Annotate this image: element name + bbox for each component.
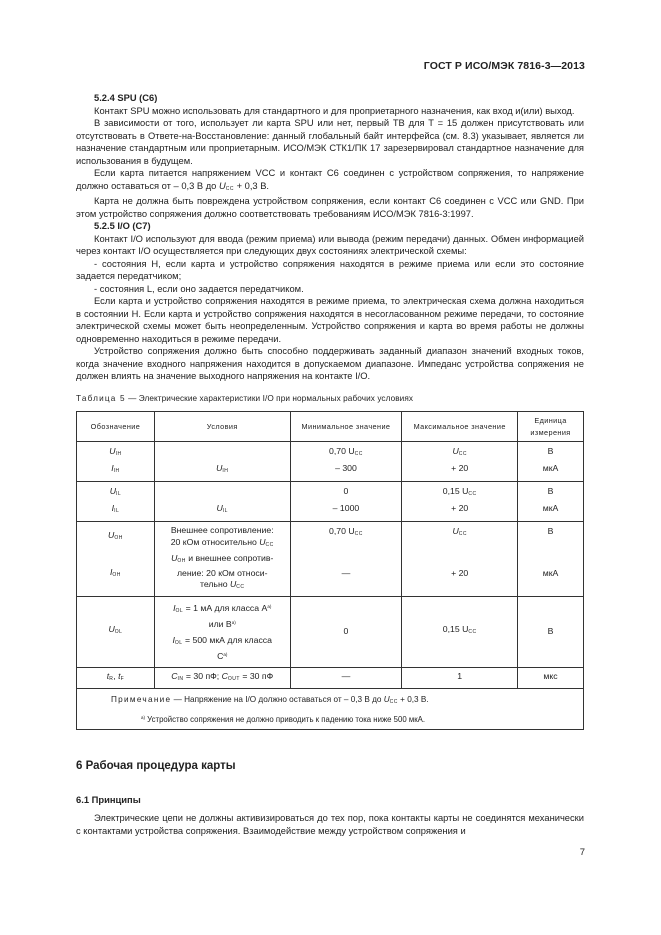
paragraph: Если карта и устройство сопряжения находятся в режиме приема, то электрическая схема должна находиться в состоянии Н. Если карта и устройство сопряжения находятся в несогласованном режиме передачи, то состояние электрической схемы может быть неопределенным. Устройство сопряжения и карта во время работы не должны одновременно находиться в режиме передачи.: [76, 296, 584, 344]
table-footnote: $^{a)}$ Устройство сопряжения не должно приводить к падению тока ниже 500 мкА.: [141, 714, 425, 724]
table-row: $U_{OL}$ $I_{OL} = 1$ мА для класса $A^{a)}$ или $B^{a)}$ $I_{OL} = 500$ мкА для класса $C^{a)}$ 0 0,15 $U_{CC}$ В: [77, 596, 584, 667]
paragraph: Электрические цепи не должны активизироваться до тех пор, пока контакты карты не соединятся механически с контактами устройства сопряжения. Взаимодействие между устройством сопряжения и: [76, 813, 584, 836]
table-row: $I_{IH}$ $U_{IH}$ – 300 + 20 мкА: [77, 462, 584, 482]
column-header: Обозначение: [77, 412, 155, 442]
paragraph: Контакт SPU можно использовать для стандартного и для проприетарного назначения, как вход и(или) выход.: [94, 105, 575, 116]
table-note: Примечание — Напряжение на I/O должно оставаться от – 0,3 В до $U_{CC} + 0,3$ В. $^{a)}$ Устройство сопряжения не должно приводить к падению тока ниже 500 мкА.: [77, 689, 584, 730]
table-row: $U_{OH}$ Внешнее сопротивление: 20 кОм относительно $U_{CC}$ 0,70 $U_{CC}$ $U_{CC}$ В: [77, 522, 584, 553]
list-item: - состояния Н, если карта и устройство сопряжения находятся в режиме приема или если это состояние задается передатчиком;: [76, 258, 584, 281]
running-header: ГОСТ Р ИСО/МЭК 7816-3—2013: [423, 60, 585, 72]
list-item: - состояния L, если оно задается передатчиком.: [94, 283, 304, 294]
table-header-row: [77, 412, 584, 442]
paragraph: Карта не должна быть повреждена устройством сопряжения, если контакт C6 соединен с VCC или GND. При этом устройство сопряжения должно соответствовать требованиям ИСО/МЭК 7816-3:1997.: [76, 196, 584, 219]
column-header: Условия: [154, 412, 290, 442]
table-row: $I_{OH}$ $U_{OH}$ и внешнее сопротив- ление: 20 кОм относи- тельно $U_{CC}$ — + 20 мкА: [77, 552, 584, 596]
paragraph: Устройство сопряжения должно быть способно поддерживать заданный диапазон значений входных токов, когда значение входного напряжения находится в допускаемом диапазоне. Импеданс устройства сопряжения не должен влиять на значение выходного напряжения на контакте I/O.: [76, 346, 584, 381]
section-6-1-title: 6.1 Принципы: [76, 794, 141, 805]
table-note-row: [77, 689, 584, 730]
page-number: 7: [579, 847, 585, 858]
paragraph: В зависимости от того, использует ли карта SPU или нет, первый ТВ для T = 15 должен присутствовать или отсутствовать в Ответе-на-Восстановление: данный глобальный байт интерфейса (см. 8.3) указывает, является ли назначение стандартным или проприетарным. ИСО/МЭК СТК1/ПК 17 зарезервировал стандартное назначение для использования в будущем.: [76, 118, 584, 166]
section-5-2-5-title: 5.2.5 I/O (C7): [94, 221, 151, 231]
column-header: Максимальное значение: [402, 412, 518, 442]
column-header: Минимальное значение: [290, 412, 402, 442]
paragraph: Контакт I/O используют для ввода (режим приема) или вывода (режим передачи) данных. Обмен информацией через контакт I/O осуществляется при следующих двух состояниях электрической схемы:: [76, 233, 584, 256]
table-row: $U_{IL}$ 0 0,15 $U_{CC}$ В: [77, 482, 584, 502]
column-header: Единица измерения: [518, 412, 584, 442]
paragraph: Если карта питается напряжением VCC и контакт C6 соединен с устройством сопряжения, то напряжение должно оставаться от – 0,3 В до $U_{CC} + 0,3$ В.: [76, 168, 584, 192]
section-6-title: 6 Рабочая процедура карты: [76, 760, 236, 772]
table-row: $I_{IL}$ $U_{IL}$ – 1000 + 20 мкА: [77, 502, 584, 522]
section-5-2-4-title: 5.2.4 SPU (C6): [94, 93, 158, 103]
table-row: $t_R$, $t_F$ $C_{IN} = 30$ пФ; $C_{OUT} = 30$ пФ — 1 мкс: [77, 667, 584, 689]
main-body: [76, 92, 584, 730]
table-caption: Таблица 5 — Электрические характеристики I/O при нормальных рабочих условиях: [76, 393, 414, 403]
io-characteristics-table: [76, 411, 584, 730]
table-row: $U_{IH}$ 0,70 $U_{CC}$ $U_{CC}$ В: [77, 442, 584, 462]
